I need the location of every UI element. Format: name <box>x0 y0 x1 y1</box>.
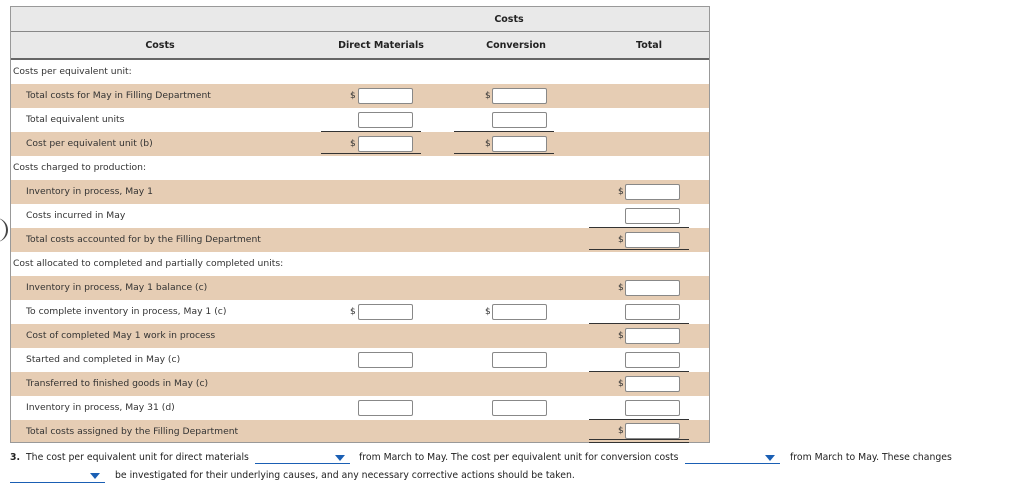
dollar-sign: $ <box>485 307 491 317</box>
section-row <box>11 156 709 180</box>
table-row <box>11 372 709 396</box>
row-label: Costs incurred in May <box>26 210 126 221</box>
question-text-part4: be investigated for their underlying causes, and any necessary corrective actions should be taken. <box>115 470 575 481</box>
dm-to-complete-input[interactable] <box>358 304 413 320</box>
table-row <box>11 228 709 252</box>
conv-total-costs-input[interactable] <box>492 88 547 104</box>
section-label: Cost allocated to completed and partially completed units: <box>13 258 284 269</box>
section-row <box>11 252 709 276</box>
question-text-part2: from March to May. The cost per equivalent unit for conversion costs <box>359 452 679 463</box>
dollar-sign: $ <box>350 307 356 317</box>
section-label: Costs per equivalent unit: <box>13 66 132 77</box>
total-may1-balance-input[interactable] <box>625 280 680 296</box>
row-label: Total costs for May in Filling Department <box>26 90 211 101</box>
total-inv-may31-input[interactable] <box>625 400 680 416</box>
table-row <box>11 396 709 420</box>
dm-equivalent-units-input[interactable] <box>358 112 413 128</box>
row-label: Cost per equivalent unit (b) <box>26 138 153 149</box>
chevron-down-icon[interactable] <box>90 473 100 479</box>
total-accounted-input[interactable] <box>625 232 680 248</box>
double-underline <box>589 439 689 443</box>
table-row <box>11 348 709 372</box>
row-label: To complete inventory in process, May 1 (c) <box>26 306 227 317</box>
dm-total-costs-input[interactable] <box>358 88 413 104</box>
section-label: Costs charged to production: <box>13 162 147 173</box>
total-to-complete-input[interactable] <box>625 304 680 320</box>
dollar-sign: $ <box>485 91 491 101</box>
dollar-sign: $ <box>618 379 624 389</box>
dm-cost-per-eu-input[interactable] <box>358 136 413 152</box>
total-transferred-input[interactable] <box>625 376 680 392</box>
col-direct-materials: Direct Materials <box>338 40 424 51</box>
total-inv-may1-input[interactable] <box>625 184 680 200</box>
cost-table <box>10 6 710 443</box>
chevron-down-icon[interactable] <box>335 455 345 461</box>
table-row <box>11 324 709 348</box>
total-started-completed-input[interactable] <box>625 352 680 368</box>
row-label: Transferred to finished goods in May (c) <box>26 378 209 389</box>
dm-inv-may31-input[interactable] <box>358 400 413 416</box>
costs-group-label: Costs <box>494 14 524 25</box>
col-conversion: Conversion <box>486 40 546 51</box>
total-assigned-input[interactable] <box>625 423 680 439</box>
table-row <box>11 204 709 228</box>
dollar-sign: $ <box>618 187 624 197</box>
dollar-sign: $ <box>618 283 624 293</box>
conv-inv-may31-input[interactable] <box>492 400 547 416</box>
total-completed-may1-input[interactable] <box>625 328 680 344</box>
table-row <box>11 108 709 132</box>
col-costs: Costs <box>145 40 175 51</box>
dm-started-completed-input[interactable] <box>358 352 413 368</box>
section-row <box>11 60 709 84</box>
conv-cost-per-eu-input[interactable] <box>492 136 547 152</box>
table-row <box>11 180 709 204</box>
chevron-down-icon[interactable] <box>765 455 775 461</box>
table-row <box>11 276 709 300</box>
row-label: Inventory in process, May 1 <box>26 186 154 197</box>
conv-to-complete-input[interactable] <box>492 304 547 320</box>
table-row <box>11 84 709 108</box>
table-group-header <box>11 7 709 32</box>
conv-started-completed-input[interactable] <box>492 352 547 368</box>
table-row <box>11 132 709 156</box>
dollar-sign: $ <box>485 139 491 149</box>
row-label: Started and completed in May (c) <box>26 354 181 365</box>
question-text-part1: The cost per equivalent unit for direct materials <box>26 452 249 463</box>
row-label: Total costs assigned by the Filling Department <box>26 426 239 437</box>
left-edge-bracket <box>0 218 8 242</box>
row-label: Inventory in process, May 1 balance (c) <box>26 282 208 293</box>
row-label: Inventory in process, May 31 (d) <box>26 402 175 413</box>
dollar-sign: $ <box>618 426 624 436</box>
col-total: Total <box>636 40 662 51</box>
row-label: Total equivalent units <box>26 114 125 125</box>
row-label: Cost of completed May 1 work in process <box>26 330 216 341</box>
question-text-part3: from March to May. These changes <box>790 452 952 463</box>
question-number: 3. <box>10 452 21 463</box>
table-row <box>11 420 709 442</box>
row-label: Total costs accounted for by the Filling Department <box>26 234 261 245</box>
dollar-sign: $ <box>350 139 356 149</box>
table-row <box>11 300 709 324</box>
conv-equivalent-units-input[interactable] <box>492 112 547 128</box>
total-costs-incurred-input[interactable] <box>625 208 680 224</box>
dollar-sign: $ <box>350 91 356 101</box>
dollar-sign: $ <box>618 235 624 245</box>
table-column-header <box>11 32 709 60</box>
dollar-sign: $ <box>618 331 624 341</box>
